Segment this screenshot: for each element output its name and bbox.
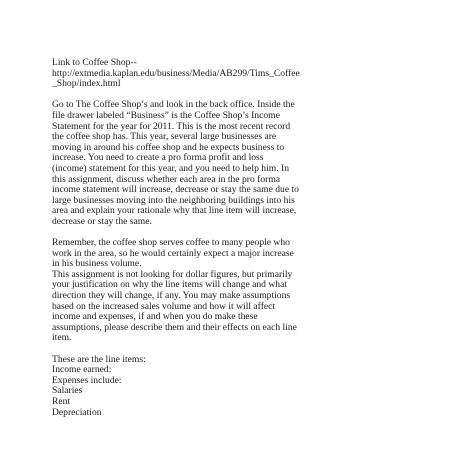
paragraph-line: this assignment, discuss whether each area in the pro forma xyxy=(52,173,281,185)
paragraph-line: moving in around his coffee shop and he expects business to xyxy=(52,141,285,153)
list-item: Income earned: xyxy=(52,364,112,376)
paragraph-line: decrease or stay the same. xyxy=(52,215,152,227)
paragraph-line: in his business volume. xyxy=(52,258,142,270)
list-item: Expenses include: xyxy=(52,374,122,386)
paragraph-line: assumptions, please describe them and their effects on each line xyxy=(52,321,297,333)
link-block xyxy=(52,58,447,90)
paragraph-line: item. xyxy=(52,332,72,344)
paragraph-line: file drawer labeled “Business” is the Coffee Shop’s Income xyxy=(52,109,280,121)
paragraph-line: based on the increased sales volume and how it will affect xyxy=(52,300,276,312)
document-page xyxy=(52,58,447,418)
instructions-paragraph xyxy=(52,100,447,227)
list-item: Salaries xyxy=(52,385,83,397)
paragraph-line: income and expenses, if and when you do make these xyxy=(52,311,258,323)
paragraph-line: work in the area, so he would certainly expect a major increase xyxy=(52,247,294,259)
assumptions-paragraph xyxy=(52,238,447,344)
list-item: Rent xyxy=(52,396,71,407)
paragraph-line: Go to The Coffee Shop’s and look in the back office. Inside the xyxy=(52,99,295,111)
paragraph-line: your justification on why the line items will change and what xyxy=(52,279,287,291)
paragraph-line: increase. You need to create a pro forma profit and loss xyxy=(52,152,264,164)
paragraph-line: large businesses moving into the neighboring buildings into his xyxy=(52,194,295,206)
paragraph-line: the coffee shop has. This year, several large businesses are xyxy=(52,131,277,143)
paragraph-line: Remember, the coffee shop serves coffee to many people who xyxy=(52,237,290,249)
link-url-continued[interactable]: _Shop/index.html xyxy=(52,78,121,90)
line-items-list xyxy=(52,355,447,419)
paragraph-line: Statement for the year for 2011. This is the most recent record xyxy=(52,120,291,132)
link-url[interactable]: http://extmedia.kaplan.edu/business/Media/AB299/Tims_Coffee xyxy=(52,67,300,79)
paragraph-line: (income) statement for this year, and you need to help him. In xyxy=(52,162,289,174)
list-item: Depreciation xyxy=(52,406,102,418)
paragraph-line: area and explain your rationale why that line item will increase, xyxy=(52,205,297,217)
link-label: Link to Coffee Shop-- xyxy=(52,57,137,68)
paragraph-line: direction they will change, if any. You may make assumptions xyxy=(52,290,291,302)
paragraph-line: This assignment is not looking for dollar figures, but primarily xyxy=(52,268,293,280)
paragraph-line: income statement will increase, decrease or stay the same due to xyxy=(52,184,299,196)
line-items-heading: These are the line items: xyxy=(52,353,146,365)
